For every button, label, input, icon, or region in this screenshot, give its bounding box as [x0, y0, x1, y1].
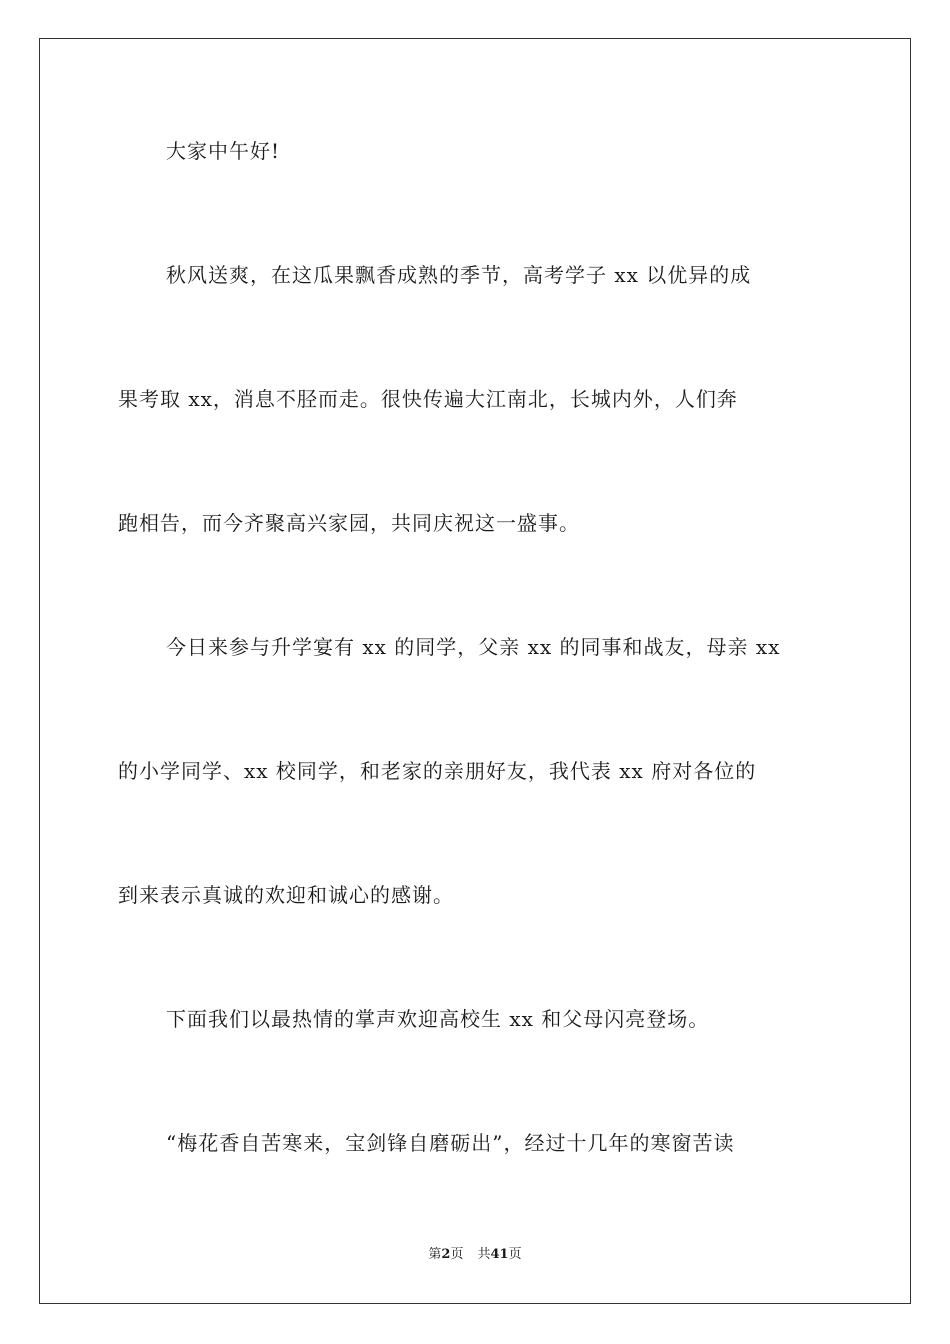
paragraph-2-line-3: 到来表示真诚的欢迎和诚心的感谢。	[118, 883, 454, 907]
total-page-count: 41	[490, 1247, 509, 1262]
greeting-line: 大家中午好!	[166, 139, 281, 163]
paragraph-4-line-1: “梅花香自苦寒来，宝剑锋自磨砺出”，经过十几年的寒窗苦读	[166, 1131, 735, 1155]
page-prefix: 第	[428, 1247, 442, 1262]
paragraph-2-line-2: 的小学同学、xx 校同学，和老家的亲朋好友，我代表 xx 府对各位的	[118, 759, 757, 783]
current-page-number: 2	[441, 1247, 451, 1262]
page-suffix: 页	[450, 1247, 464, 1262]
paragraph-1-line-3: 跑相告，而今齐聚高兴家园，共同庆祝这一盛事。	[118, 511, 580, 535]
page-number-footer	[0, 1246, 950, 1264]
paragraph-1-line-1: 秋风送爽，在这瓜果飘香成熟的季节，高考学子 xx 以优异的成	[166, 263, 752, 287]
total-prefix: 共	[477, 1247, 491, 1262]
paragraph-3-line-1: 下面我们以最热情的掌声欢迎高校生 xx 和父母闪亮登场。	[166, 1007, 710, 1031]
paragraph-1-line-2: 果考取 xx，消息不胫而走。很快传遍大江南北，长城内外，人们奔	[118, 387, 738, 411]
total-suffix: 页	[508, 1247, 522, 1262]
paragraph-2-line-1: 今日来参与升学宴有 xx 的同学，父亲 xx 的同事和战友，母亲 xx	[166, 635, 781, 659]
page-frame	[39, 38, 911, 1304]
